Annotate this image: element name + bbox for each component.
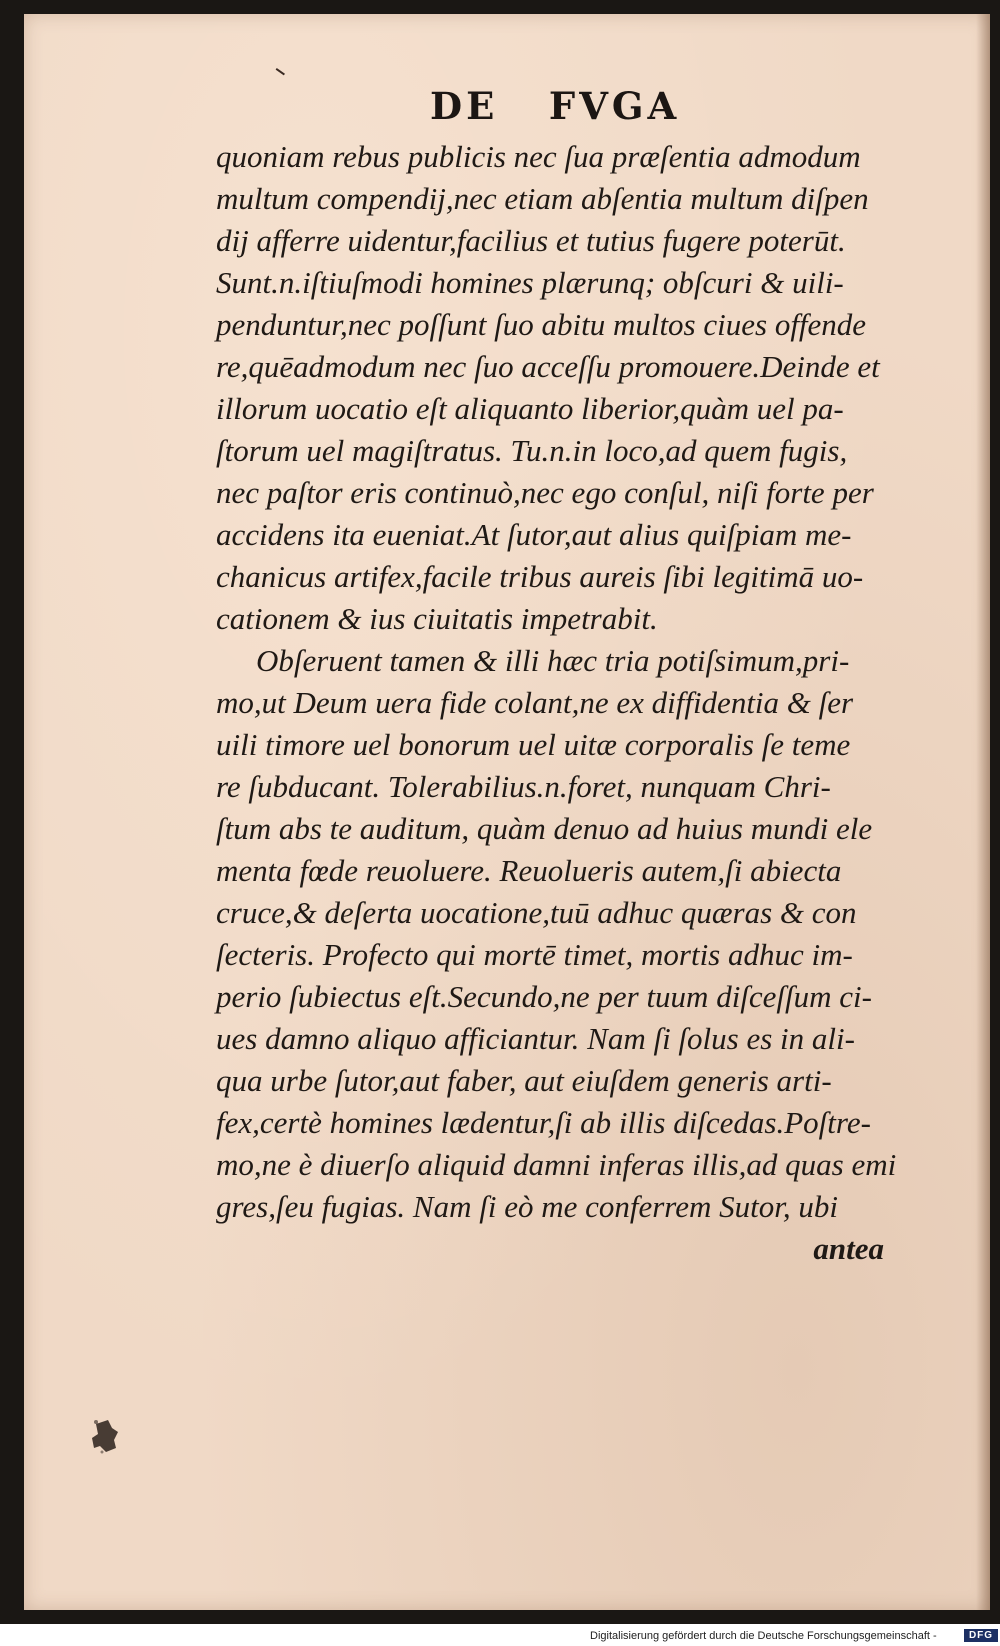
text-line: illorum uocatio eſt aliquanto liberior,quàm uel pa- [216, 391, 844, 426]
text-line: cationem & ius ciuitatis impetrabit. [216, 601, 658, 636]
text-line: menta fœde reuoluere. Reuolueris autem,ſi abiecta [216, 853, 842, 888]
ink-stain [90, 1418, 120, 1454]
text-line: perio ſubiectus eſt.Secundo,ne per tuum diſceſſum ci- [216, 979, 872, 1014]
text-line: mo,ne è diuerſo aliquid damni inferas illis,ad quas emi [216, 1147, 897, 1182]
text-line: gres,ſeu fugias. Nam ſi eò me conferrem Sutor, ubi [216, 1189, 838, 1224]
dfg-logo: DFG [964, 1629, 998, 1642]
text-line: mo,ut Deum uera fide colant,ne ex diffidentia & ſer [216, 685, 854, 720]
text-line: penduntur,nec poſſunt ſuo abitu multos ciues offende [216, 307, 867, 342]
text-line: qua urbe ſutor,aut faber, aut eiuſdem generis arti- [216, 1063, 832, 1098]
text-line: uili timore uel bonorum uel uitæ corporalis ſe teme [216, 727, 851, 762]
text-line: chanicus artifex,facile tribus aureis ſibi legitimā uo- [216, 559, 864, 594]
text-line: re ſubducant. Tolerabilius.n.foret, nunquam Chri- [216, 769, 831, 804]
text-line: nec paſtor eris continuò,nec ego conſul, niſi forte per [216, 475, 874, 510]
text-line: re,quēadmodum nec ſuo acceſſu promouere.Deinde et [216, 349, 880, 384]
running-head: DE FVGA [430, 84, 681, 128]
digitization-credit: Digitalisierung gefördert durch die Deutsche Forschungsgemeinschaft - [590, 1630, 937, 1642]
page-edge-shadow [976, 14, 990, 1610]
text-line: multum compendij,nec etiam abſentia multum diſpen [216, 181, 869, 216]
text-line: ues damno aliquo afficiantur. Nam ſi ſolus es in ali- [216, 1021, 855, 1056]
text-line: Sunt.n.iſtiuſmodi homines plærunq; obſcuri & uili- [216, 265, 844, 300]
text-line: dij afferre uidentur,facilius et tutius fugere poterūt. [216, 223, 846, 258]
body-text [216, 136, 896, 1270]
text-line: ſtorum uel magiſtratus. Tu.n.in loco,ad quem fugis, [216, 433, 848, 468]
text-line: cruce,& deſerta uocatione,tuū adhuc quæras & con [216, 895, 857, 930]
text-line: accidens ita eueniat.At ſutor,aut alius quiſpiam me- [216, 517, 852, 552]
text-line: fex,certè homines lædentur,ſi ab illis diſcedas.Poſtre- [216, 1105, 871, 1140]
catchword: antea [813, 1231, 884, 1266]
text-line: ſtum abs te auditum, quàm denuo ad huius mundi ele [216, 811, 873, 846]
text-line: quoniam rebus publicis nec ſua præſentia admodum [216, 139, 861, 174]
paragraph-start-line: Obſeruent tamen & illi hæc tria potiſsimum,pri- [256, 643, 850, 678]
text-line: ſecteris. Profecto qui mortē timet, mortis adhuc im- [216, 937, 853, 972]
